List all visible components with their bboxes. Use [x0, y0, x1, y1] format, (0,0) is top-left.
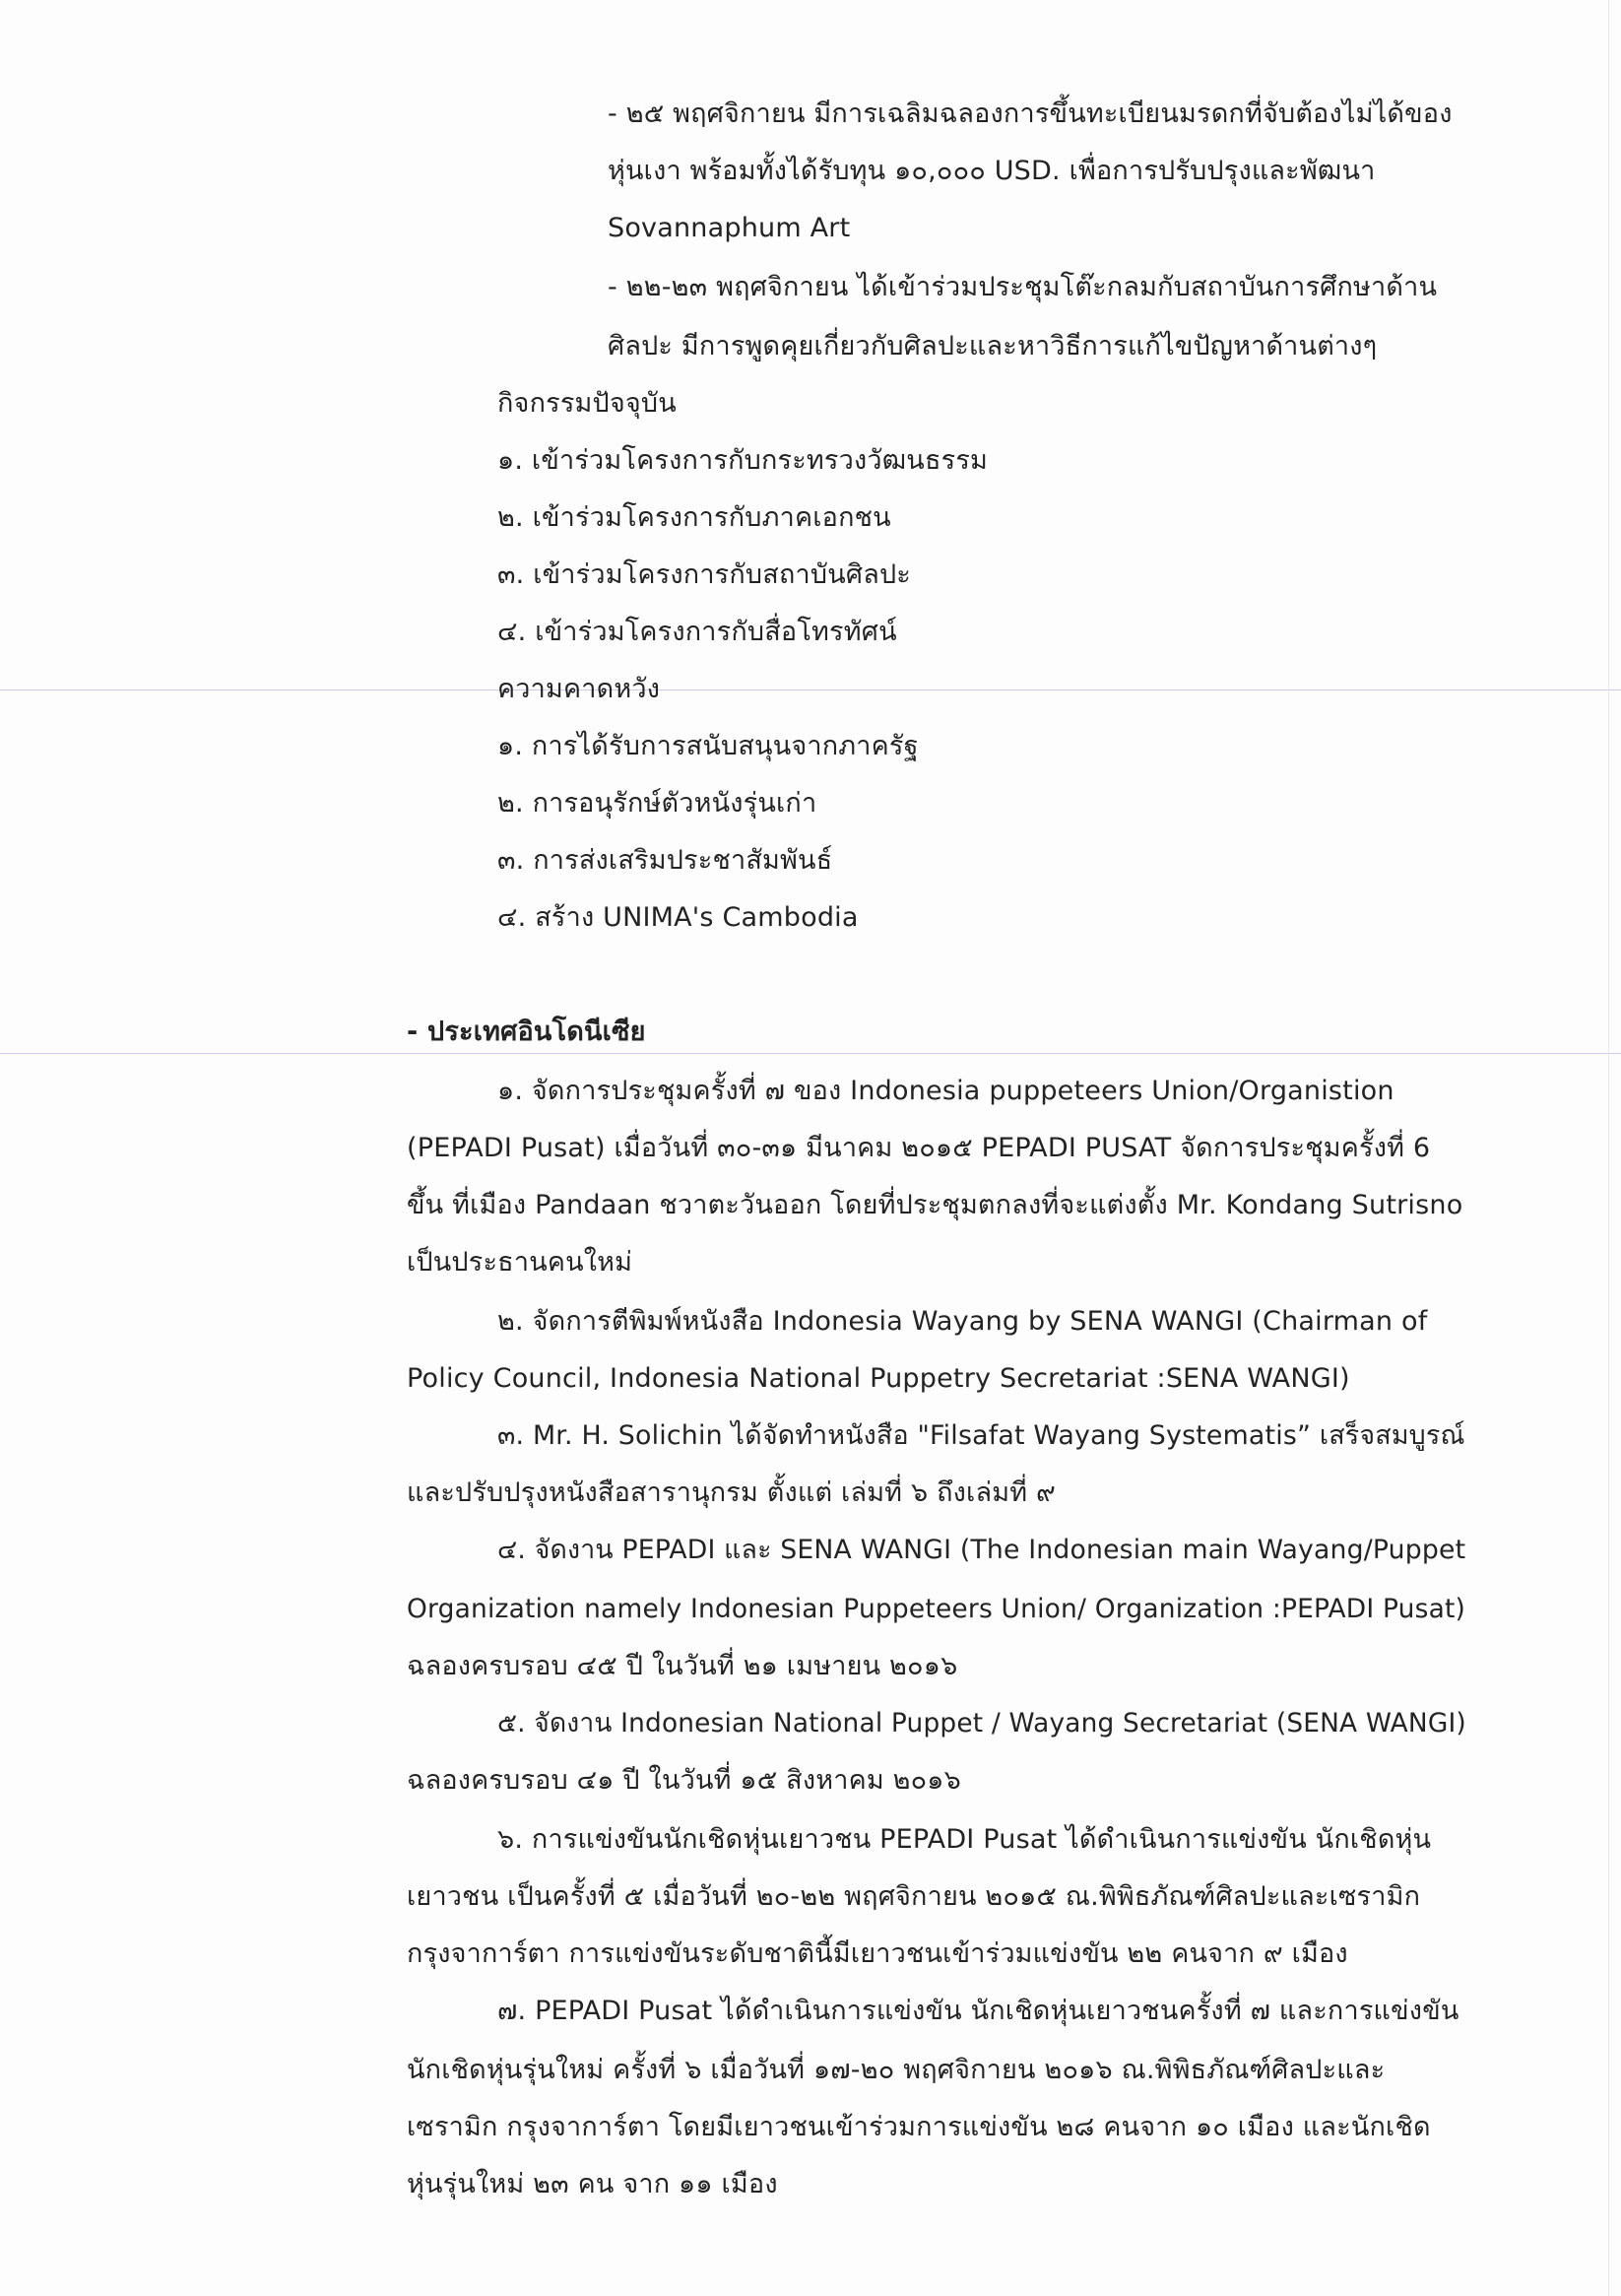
- current-activity-item: ๔. เข้าร่วมโครงการกับสื่อโทรทัศน์: [497, 617, 897, 647]
- indonesia-item-line: ๖. การแข่งขันนักเชิดหุ่นเยาวชน PEPADI Pusat ได้ดำเนินการแข่งขัน นักเชิดหุ่น: [497, 1824, 1432, 1855]
- indonesia-item-line: ๕. จัดงาน Indonesian National Puppet / Wayang Secretariat (SENA WANGI): [497, 1709, 1466, 1738]
- indonesia-item-line: ๒. จัดการตีพิมพ์หนังสือ Indonesia Wayang by SENA WANGI (Chairman of: [497, 1306, 1428, 1337]
- indonesia-item-line: เยาวชน เป็นครั้งที่ ๕ เมื่อวันที่ ๒๐-๒๒ พฤศจิกายน ๒๐๑๕ ณ.พิพิธภัณฑ์ศิลปะและเซรามิก: [407, 1881, 1421, 1912]
- indonesia-item-line: กรุงจาการ์ตา การแข่งขันระดับชาตินี้มีเยาวชนเข้าร่วมแข่งขัน ๒๒ คนจาก ๙ เมือง: [407, 1938, 1348, 1969]
- cambodia-event-line: - ๒๒-๒๓ พฤศจิกายน ได้เข้าร่วมประชุมโต๊ะกลมกับสถาบันการศึกษาด้าน: [608, 272, 1438, 302]
- cambodia-event-line: Sovannaphum Art: [608, 213, 851, 243]
- current-activity-item: ๒. เข้าร่วมโครงการกับภาคเอกชน: [497, 502, 891, 533]
- indonesia-item-line: ๗. PEPADI Pusat ได้ดำเนินการแข่งขัน นักเชิดหุ่นเยาวชนครั้งที่ ๗ และการแข่งขัน: [497, 1996, 1459, 2026]
- indonesia-item-line: หุ่นรุ่นใหม่ ๒๓ คน จาก ๑๑ เมือง: [407, 2169, 778, 2199]
- expectation-item: ๓. การส่งเสริมประชาสัมพันธ์: [497, 845, 833, 876]
- indonesia-item-line: และปรับปรุงหนังสือสารานุกรม ตั้งแต่ เล่มที่ ๖ ถึงเล่มที่ ๙: [407, 1477, 1056, 1508]
- cambodia-event-line: - ๒๕ พฤศจิกายน มีการเฉลิมฉลองการขึ้นทะเบียนมรดกที่จับต้องไม่ได้ของ: [608, 98, 1453, 129]
- expectation-item: ๒. การอนุรักษ์ตัวหนังรุ่นเก่า: [497, 788, 817, 819]
- indonesia-item-line: ขึ้น ที่เมือง Pandaan ชวาตะวันออก โดยที่ประชุมตกลงที่จะแต่งตั้ง Mr. Kondang Sutrisno: [407, 1190, 1463, 1220]
- indonesia-item-line: (PEPADI Pusat) เมื่อวันที่ ๓๐-๓๑ มีนาคม ๒๐๑๕ PEPADI PUSAT จัดการประชุมครั้งที่ 6: [407, 1133, 1431, 1163]
- scan-artifact-line: [0, 689, 1621, 690]
- indonesia-item-line: เซรามิก กรุงจาการ์ตา โดยมีเยาวชนเข้าร่วมการแข่งขัน ๒๘ คนจาก ๑๐ เมือง และนักเชิด: [407, 2112, 1431, 2142]
- expectation-item: ๑. การได้รับการสนับสนุนจากภาครัฐ: [497, 731, 919, 761]
- indonesia-item-line: ฉลองครบรอบ ๔๕ ปี ในวันที่ ๒๑ เมษายน ๒๐๑๖: [407, 1651, 958, 1681]
- current-activities-title: กิจกรรมปัจจุบัน: [497, 388, 677, 419]
- indonesia-item-line: ๑. จัดการประชุมครั้งที่ ๗ ของ Indonesia puppeteers Union/Organistion: [497, 1076, 1394, 1106]
- indonesia-item-line: Policy Council, Indonesia National Puppetry Secretariat :SENA WANGI): [407, 1363, 1350, 1394]
- scan-edge: [1608, 0, 1609, 2296]
- cambodia-event-line: หุ่นเงา พร้อมทั้งได้รับทุน ๑๐,๐๐๐ USD. เพื่อการปรับปรุงและพัฒนา: [608, 156, 1376, 186]
- indonesia-item-line: ๓. Mr. H. Solichin ได้จัดทำหนังสือ "Filsafat Wayang Systematis” เสร็จสมบูรณ์: [497, 1420, 1465, 1451]
- indonesia-item-line: ฉลองครบรอบ ๔๑ ปี ในวันที่ ๑๕ สิงหาคม ๒๐๑๖: [407, 1765, 961, 1796]
- cambodia-event-line: ศิลปะ มีการพูดคุยเกี่ยวกับศิลปะและหาวิธีการแก้ไขปัญหาด้านต่างๆ: [608, 331, 1378, 361]
- section-heading-indonesia: - ประเทศอินโดนีเซีย: [407, 1017, 646, 1047]
- indonesia-item-line: Organization namely Indonesian Puppeteers Union/ Organization :PEPADI Pusat): [407, 1594, 1466, 1624]
- indonesia-item-line: นักเชิดหุ่นรุ่นใหม่ ครั้งที่ ๖ เมื่อวันที่ ๑๗-๒๐ พฤศจิกายน ๒๐๑๖ ณ.พิพิธภัณฑ์ศิลปะและ: [407, 2055, 1386, 2085]
- current-activity-item: ๑. เข้าร่วมโครงการกับกระทรวงวัฒนธรรม: [497, 445, 989, 476]
- indonesia-item-line: เป็นประธานคนใหม่: [407, 1247, 633, 1278]
- scan-artifact-line: [0, 1053, 1621, 1054]
- expectations-title: ความคาดหวัง: [497, 674, 661, 704]
- indonesia-item-line: ๔. จัดงาน PEPADI และ SENA WANGI (The Indonesian main Wayang/Puppet: [497, 1535, 1466, 1565]
- current-activity-item: ๓. เข้าร่วมโครงการกับสถาบันศิลปะ: [497, 559, 911, 590]
- expectation-item: ๔. สร้าง UNIMA's Cambodia: [497, 902, 859, 933]
